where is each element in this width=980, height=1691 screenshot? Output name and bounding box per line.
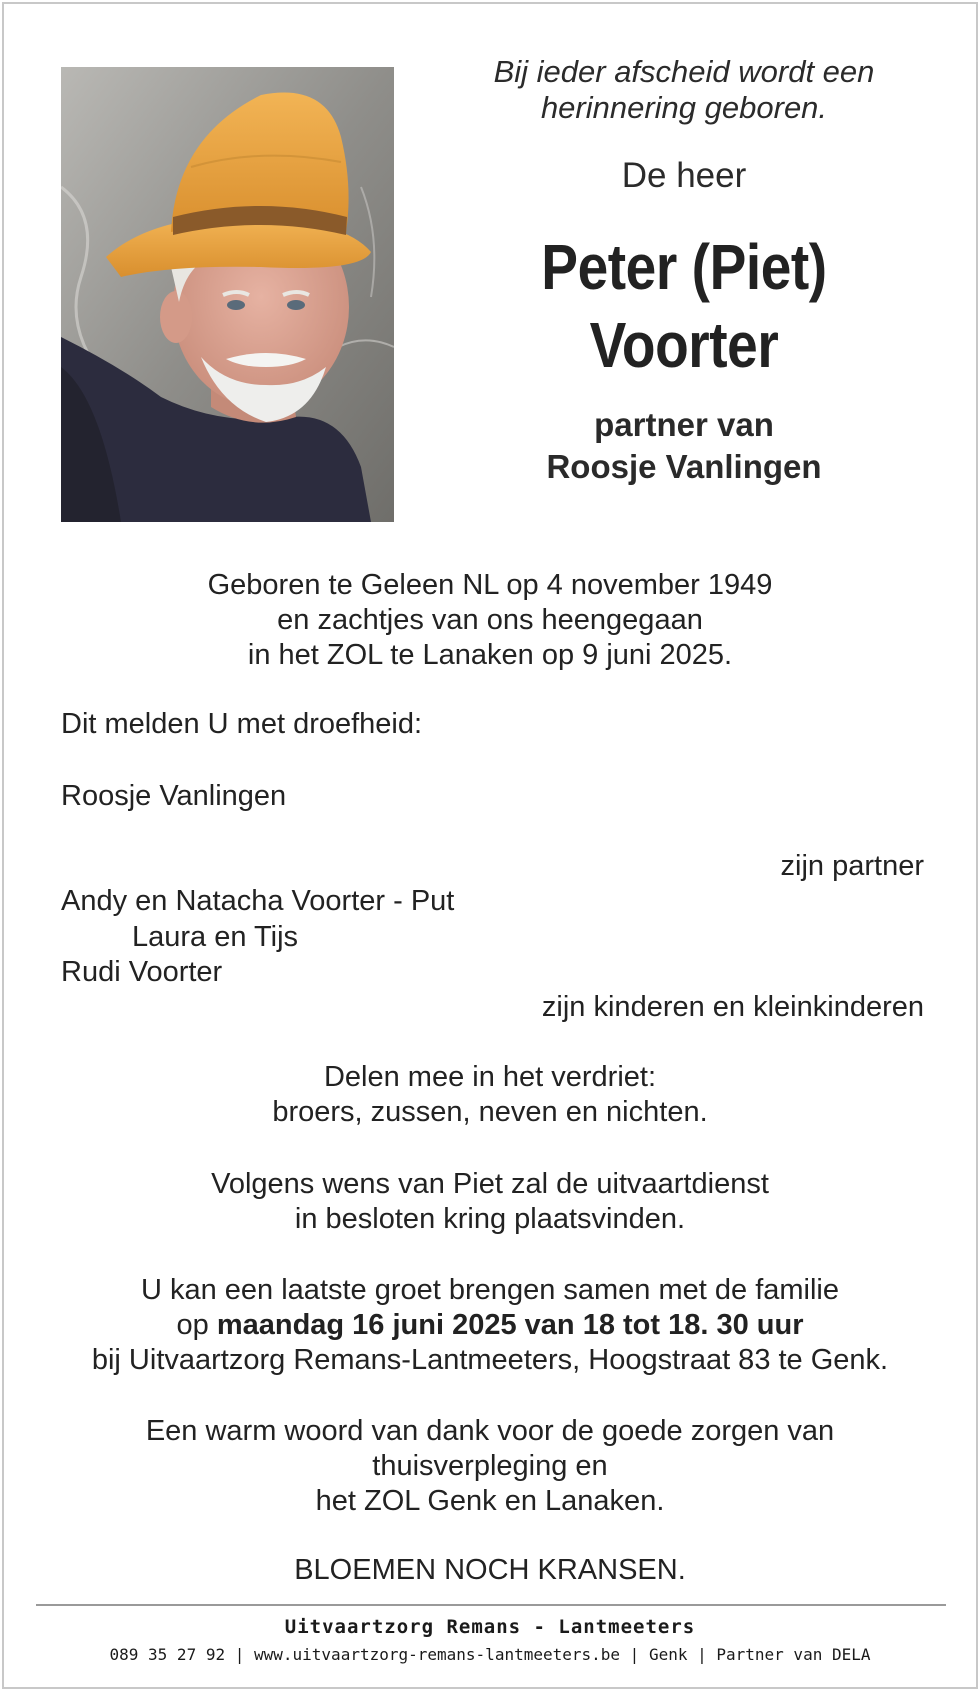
funeral-contact: 089 35 27 92 | www.uitvaartzorg-remans-lantmeeters.be | Genk | Partner van DELA: [109, 1645, 871, 1664]
family-partner-name: Roosje Vanlingen: [61, 780, 287, 812]
memorial-quote: Bij ieder afscheid wordt een herinnering geboren.: [493, 54, 875, 125]
family-partner-role: zijn partner: [780, 850, 924, 882]
visitation-date: maandag 16 juni 2025 van 18 tot 18. 30 uur: [216, 1309, 804, 1341]
honorific: De heer: [621, 156, 747, 195]
partner-of: partner van Roosje Vanlingen: [546, 406, 822, 485]
visitation-date-line: op maandag 16 juni 2025 van 18 tot 18. 30 uur: [176, 1309, 804, 1341]
no-flowers-notice: BLOEMEN NOCH KRANSEN.: [294, 1554, 686, 1586]
funeral-company: Uitvaartzorg Remans - Lantmeeters: [284, 1616, 696, 1638]
family-grandchildren: Laura en Tijs: [132, 921, 299, 953]
deceased-name: Peter (Piet) Voorter: [541, 231, 827, 381]
visitation-text: U kan een laatste groet brengen samen met de familie op maandag 16 juni 2025 van 18 tot 18. 30 uur bij Uitvaartzorg Remans-Lantmeeters, Hoogstraat 83 te Genk.: [4, 1273, 976, 1378]
footer-divider: [36, 1604, 946, 1606]
shared-grief-text: Delen mee in het verdriet: broers, zussen, neven en nichten.: [272, 1061, 708, 1128]
obituary-card: [2, 2, 978, 1689]
family-children-role: zijn kinderen en kleinkinderen: [541, 991, 924, 1023]
funeral-wish-text: Volgens wens van Piet zal de uitvaartdienst in besloten kring plaatsvinden.: [211, 1168, 769, 1235]
birth-death-text: Geboren te Geleen NL op 4 november 1949 en zachtjes van ons heengegaan in het ZOL te Lanaken op 9 juni 2025.: [207, 569, 773, 671]
announcement: Dit melden U met droefheid:: [61, 708, 423, 740]
family-child-1: Andy en Natacha Voorter - Put: [61, 885, 455, 917]
thanks-text: Een warm woord van dank voor de goede zorgen van thuisverpleging en het ZOL Genk en Lanaken.: [145, 1415, 835, 1517]
family-child-2: Rudi Voorter: [61, 956, 223, 988]
portrait-photo: [61, 67, 394, 522]
